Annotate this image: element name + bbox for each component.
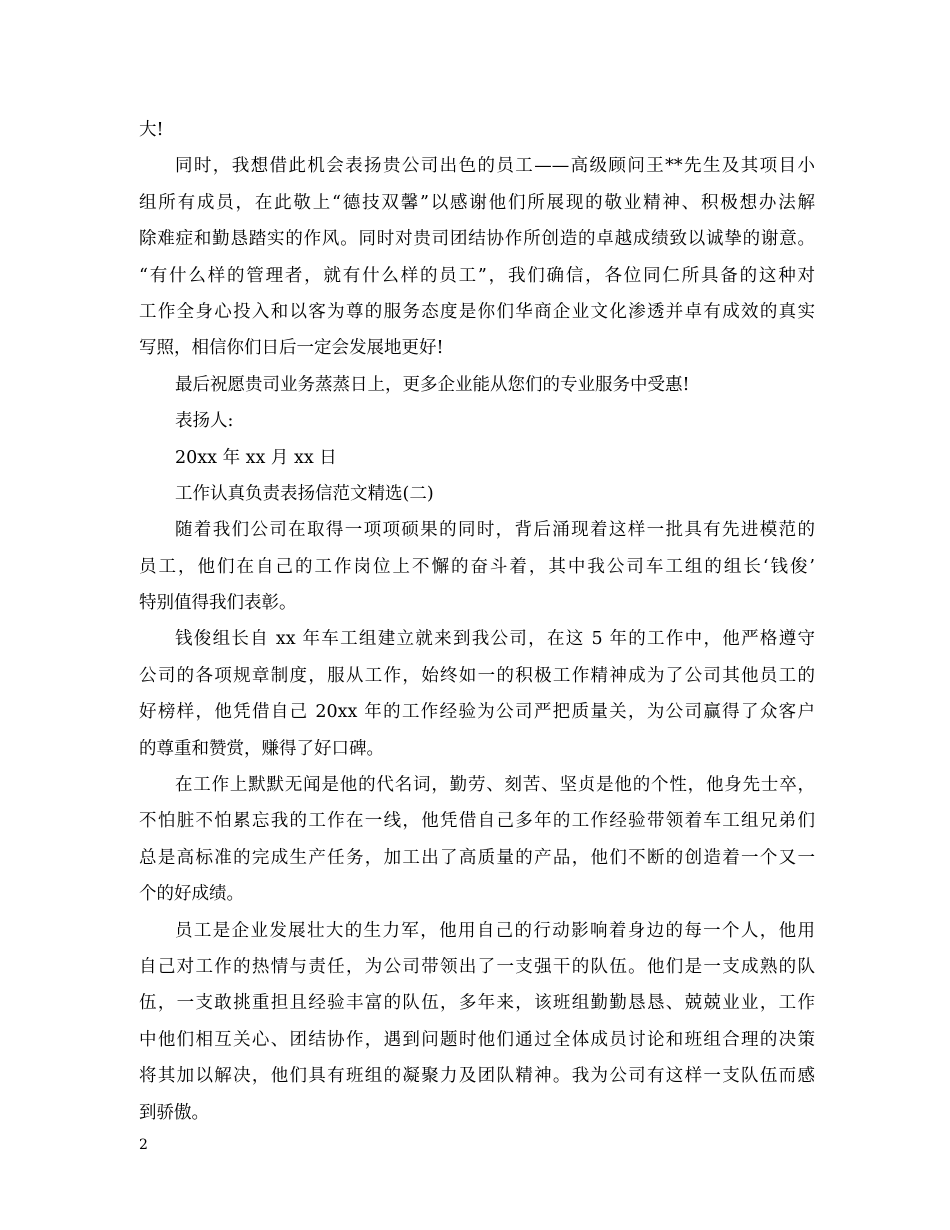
text-line-2: 同时，我想借此机会表扬贵公司出色的员工——高级顾问王**先生及其项目小 [175, 156, 815, 177]
text-line-12: 随着我们公司在取得一项项硕果的同时，背后涌现着这样一批具有先进模范的 [175, 520, 815, 541]
signature-label: 表扬人: [175, 411, 234, 432]
date-line: 20xx 年 xx 月 xx 日 [175, 447, 337, 468]
text-line-20: 不怕脏不怕累忘我的工作在一线，他凭借自己多年的工作经验带领着车工组兄弟们 [139, 811, 815, 832]
text-line-17: 好榜样，他凭借自己 20xx 年的工作经验为公司严把质量关，为公司赢得了众客户 [139, 702, 815, 723]
text-line-15: 钱俊组长自 xx 年车工组建立就来到我公司，在这 5 年的工作中，他严格遵守 [175, 629, 815, 650]
text-line-6: 工作全身心投入和以客为尊的服务态度是你们华商企业文化渗透并卓有成效的真实 [139, 301, 815, 322]
text-line-16: 公司的各项规章制度，服从工作，始终如一的积极工作精神成为了公司其他员工的 [139, 665, 815, 686]
text-line-22: 个的好成绩。 [139, 884, 244, 905]
text-line-23: 员工是企业发展壮大的生力军，他用自己的行动影响着身边的每一个人，他用 [175, 920, 815, 941]
text-line-3: 组所有成员，在此敬上“德技双馨”以感谢他们所展现的敬业精神、积极想办法解 [139, 192, 815, 213]
text-line-25: 伍，一支敢挑重担且经验丰富的队伍，多年来，该班组勤勤恳恳、兢兢业业，工作 [139, 993, 815, 1014]
text-line-19: 在工作上默默无闻是他的代名词，勤劳、刻苦、坚贞是他的个性，他身先士卒， [175, 775, 815, 796]
section-title: 工作认真负责表扬信范文精选(二) [175, 483, 434, 504]
text-line-14: 特别值得我们表彰。 [139, 593, 297, 614]
text-line-21: 总是高标准的完成生产任务，加工出了高质量的产品，他们不断的创造着一个又一 [139, 847, 815, 868]
text-line-18: 的尊重和赞赏，赚得了好口碑。 [139, 738, 384, 759]
text-line-28: 到骄傲。 [139, 1102, 209, 1123]
text-line-4: 除难症和勤恳踏实的作风。同时对贵司团结协作所创造的卓越成绩致以诚挚的谢意。 [139, 229, 815, 250]
text-line-13: 员工，他们在自己的工作岗位上不懈的奋斗着，其中我公司车工组的组长‘钱俊’ [139, 556, 815, 577]
page-number: 2 [139, 1137, 148, 1153]
text-line-26: 中他们相互关心、团结协作，遇到问题时他们通过全体成员讨论和班组合理的决策 [139, 1029, 815, 1050]
text-line-8: 最后祝愿贵司业务蒸蒸日上，更多企业能从您们的专业服务中受惠! [175, 374, 690, 395]
text-line-24: 自己对工作的热情与责任，为公司带领出了一支强干的队伍。他们是一支成熟的队 [139, 956, 815, 977]
document-body [139, 112, 815, 1131]
text-line-5: “有什么样的管理者，就有什么样的员工”，我们确信，各位同仁所具备的这种对 [139, 265, 815, 286]
text-line-7: 写照，相信你们日后一定会发展地更好! [139, 338, 444, 359]
text-line-27: 将其加以解决，他们具有班组的凝聚力及团队精神。我为公司有这样一支队伍而感 [139, 1066, 815, 1087]
text-line-1: 大! [139, 120, 164, 140]
